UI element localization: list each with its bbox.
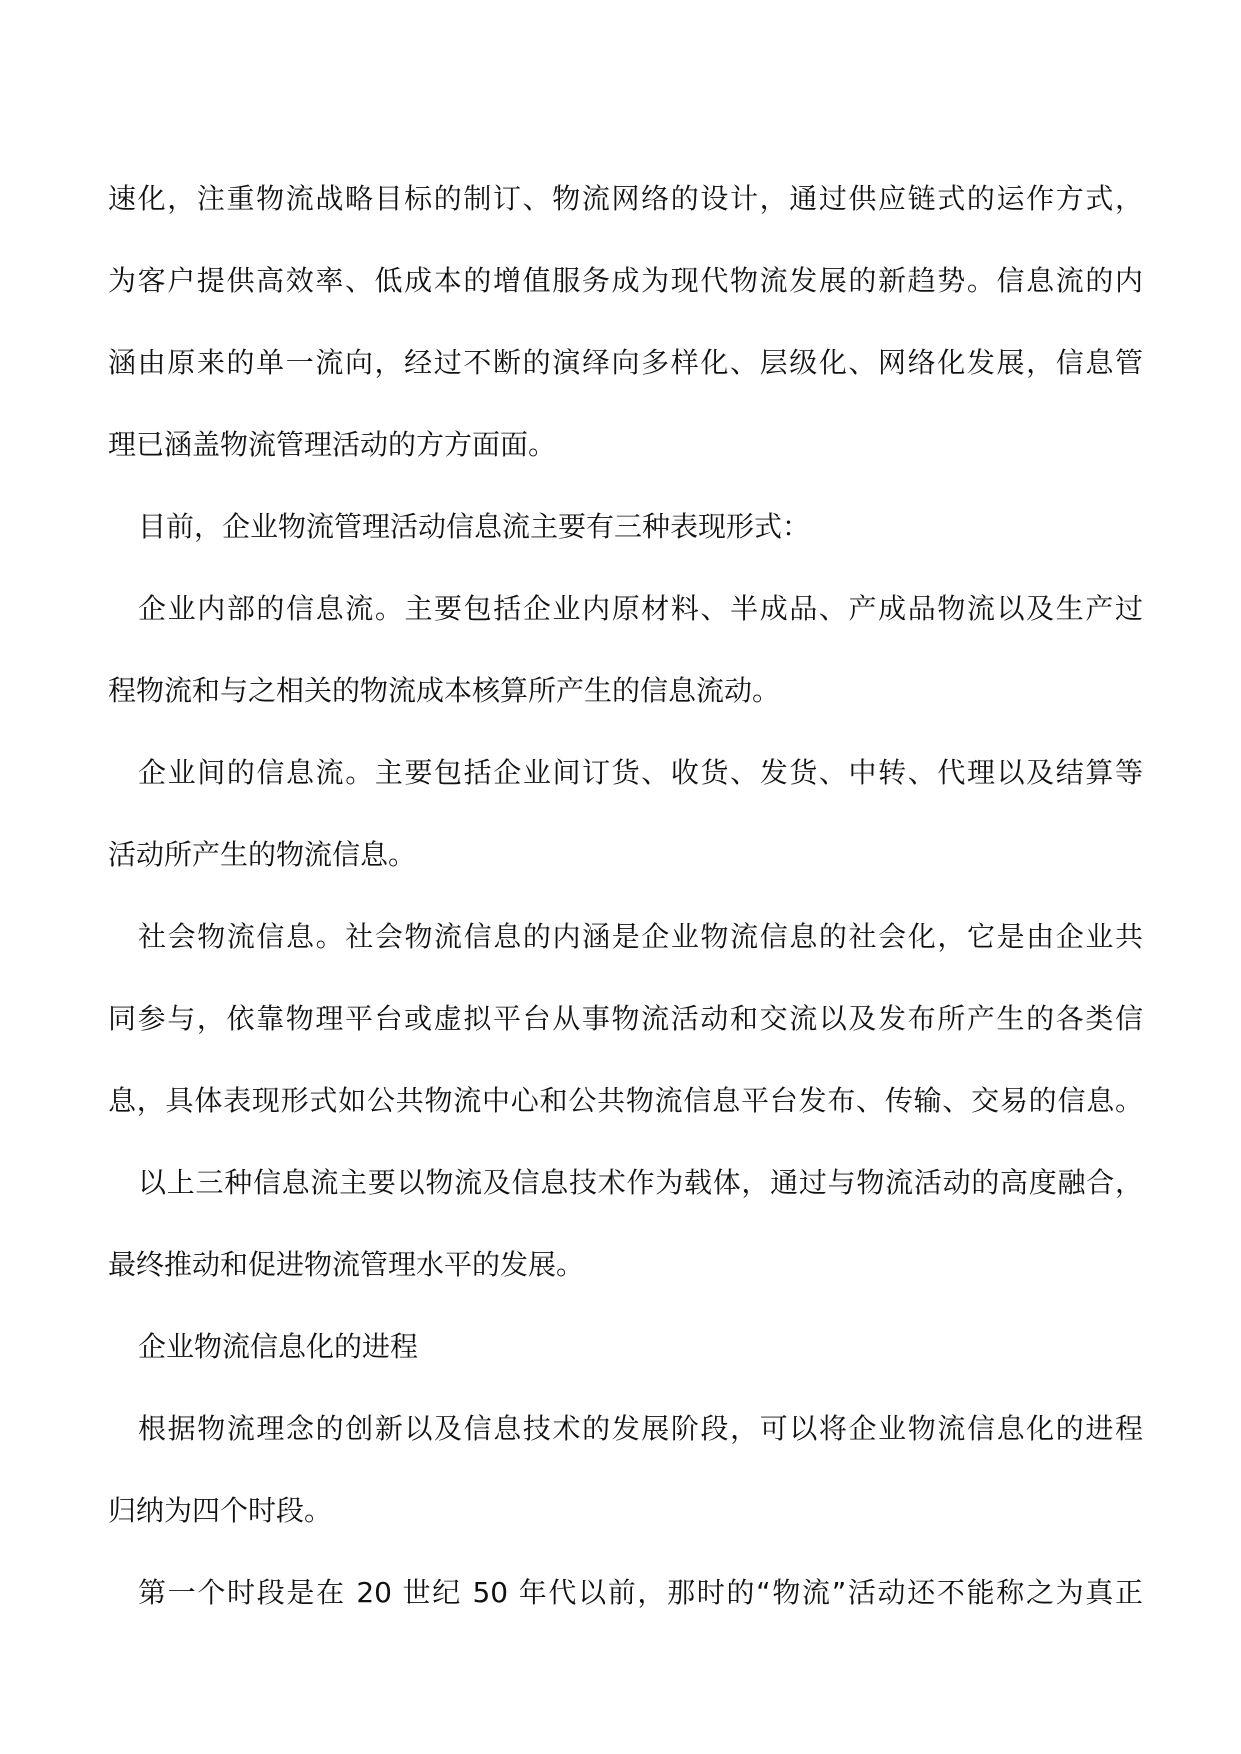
text-line: 目前，企业物流管理活动信息流主要有三种表现形式： <box>138 510 811 543</box>
document-body <box>108 158 1143 1634</box>
text-line: 第一个时段是在 20 世纪 50 年代以前，那时的“物流”活动还不能称之为真正 <box>138 1576 1143 1609</box>
text-line: 社会物流信息。社会物流信息的内涵是企业物流信息的社会化，它是由企业共 <box>138 920 1143 953</box>
text-line: 程物流和与之相关的物流成本核算所产生的信息流动。 <box>108 674 781 707</box>
text-line: 息，具体表现形式如公共物流中心和公共物流信息平台发布、传输、交易的信息。 <box>108 1084 1143 1117</box>
text-line: 涵由原来的单一流向，经过不断的演绎向多样化、层级化、网络化发展，信息管 <box>108 346 1143 379</box>
text-line: 最终推动和促进物流管理水平的发展。 <box>108 1248 585 1281</box>
text-line: 速化，注重物流战略目标的制订、物流网络的设计，通过供应链式的运作方式， <box>108 182 1143 215</box>
text-line: 理已涵盖物流管理活动的方方面面。 <box>108 428 557 461</box>
text-line: 活动所产生的物流信息。 <box>108 838 417 871</box>
text-line: 根据物流理念的创新以及信息技术的发展阶段，可以将企业物流信息化的进程 <box>138 1412 1143 1445</box>
text-line: 企业间的信息流。主要包括企业间订货、收货、发货、中转、代理以及结算等 <box>138 756 1143 789</box>
text-line: 以上三种信息流主要以物流及信息技术作为载体，通过与物流活动的高度融合， <box>138 1166 1143 1199</box>
text-line: 归纳为四个时段。 <box>108 1494 333 1527</box>
text-line: 企业内部的信息流。主要包括企业内原材料、半成品、产成品物流以及生产过 <box>138 592 1143 625</box>
section-heading: 企业物流信息化的进程 <box>138 1330 419 1363</box>
text-line: 同参与，依靠物理平台或虚拟平台从事物流活动和交流以及发布所产生的各类信 <box>108 1002 1143 1035</box>
text-line: 为客户提供高效率、低成本的增值服务成为现代物流发展的新趋势。信息流的内 <box>108 264 1143 297</box>
